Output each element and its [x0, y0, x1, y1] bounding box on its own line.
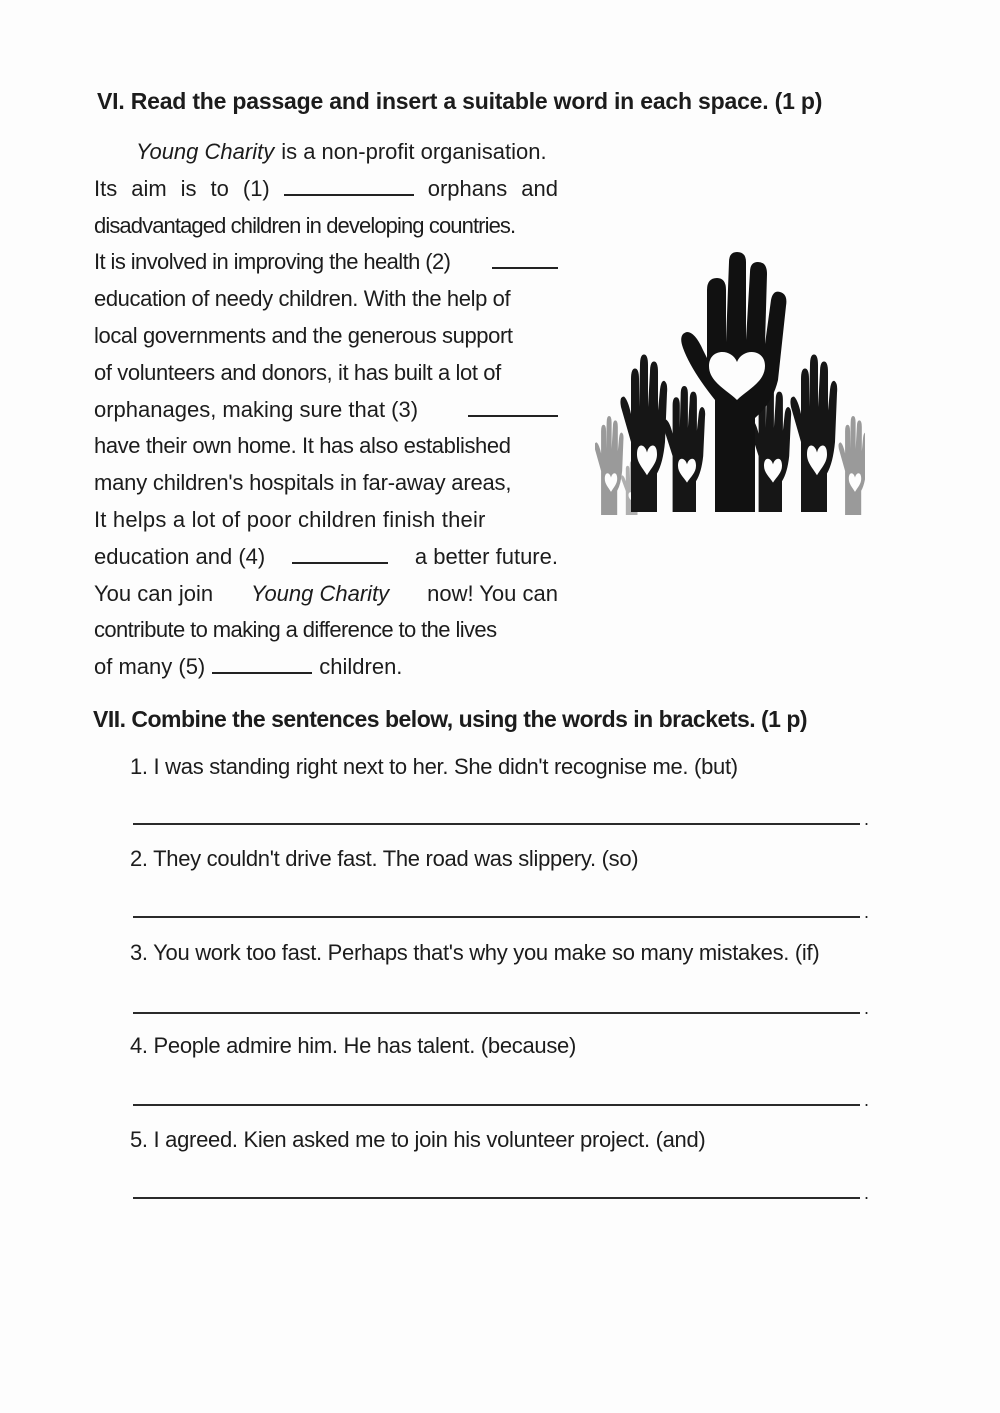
passage-line: local governments and the generous support	[94, 322, 513, 348]
charity-name: Young Charity	[136, 139, 275, 164]
section-7-title: VII. Combine the sentences below, using the words in brackets. (1 p)	[93, 706, 808, 732]
passage-line: disadvantaged children in developing countries.	[94, 212, 516, 238]
passage-line: have their own home. It has also established	[94, 433, 511, 459]
passage-line: It helps a lot of poor children finish their	[94, 506, 486, 532]
question-1: 1. I was standing right next to her. She didn't recognise me. (but)	[130, 754, 738, 779]
charity-name: Young Charity	[250, 580, 390, 606]
question-3: 3. You work too fast. Perhaps that's why you make so many mistakes. (if)	[130, 940, 820, 965]
passage-line: Young Charity is a non-profit organisation.	[94, 134, 558, 171]
blank-1[interactable]	[284, 176, 414, 196]
passage-line: of many (5) children.	[94, 654, 403, 680]
passage-line: orphanages, making sure that (3)	[94, 392, 558, 429]
blank-3[interactable]	[468, 397, 558, 417]
passage	[94, 134, 558, 686]
blank-2[interactable]	[492, 249, 558, 269]
answer-line-4[interactable]	[133, 1104, 860, 1106]
answer-line-2[interactable]	[133, 916, 860, 918]
passage-line: of volunteers and donors, it has built a lot of	[94, 359, 501, 385]
section-6-title: VI. Read the passage and insert a suitable word in each space. (1 p)	[97, 88, 823, 114]
blank-4[interactable]	[292, 544, 388, 564]
raised-hands-with-hearts-icon	[595, 250, 865, 515]
question-5: 5. I agreed. Kien asked me to join his volunteer project. (and)	[130, 1127, 706, 1152]
passage-line: It is involved in improving the health (2)	[94, 244, 558, 281]
passage-line: many children's hospitals in far-away areas,	[94, 470, 512, 496]
question-2: 2. They couldn't drive fast. The road was slippery. (so)	[130, 846, 639, 871]
answer-line-3[interactable]	[133, 1012, 860, 1014]
blank-5[interactable]	[212, 654, 312, 674]
passage-line: education of needy children. With the help of	[94, 286, 511, 312]
answer-line-5[interactable]	[133, 1197, 860, 1199]
passage-line: education and (4) a better future.	[94, 543, 558, 569]
answer-line-1[interactable]	[133, 823, 860, 825]
passage-line: You can join Young Charity now! You can	[94, 576, 558, 613]
passage-line: contribute to making a difference to the lives	[94, 617, 497, 643]
question-4: 4. People admire him. He has talent. (because)	[130, 1033, 576, 1058]
passage-line: Its aim is to (1) orphans and	[94, 175, 558, 201]
